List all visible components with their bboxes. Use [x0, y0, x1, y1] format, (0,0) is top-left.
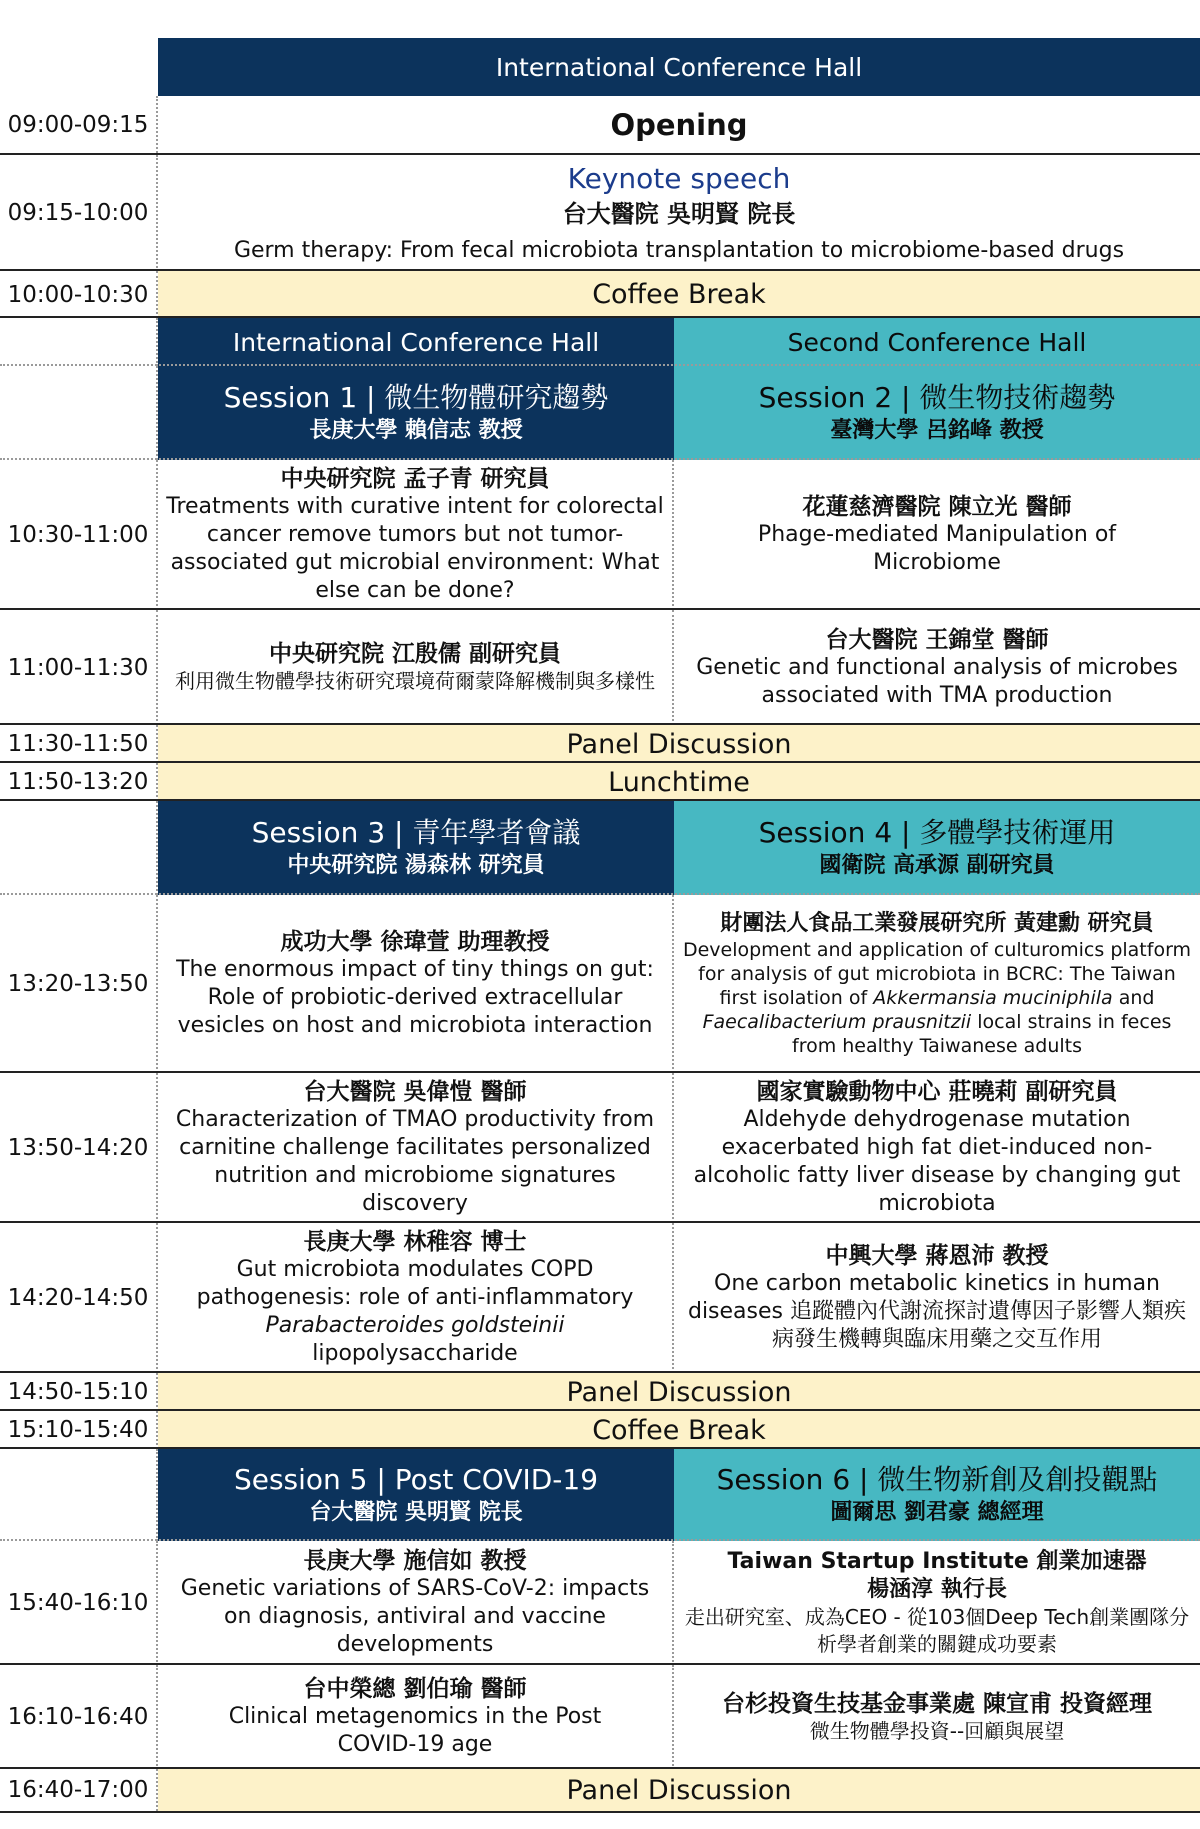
panel-discussion-label: Panel Discussion: [158, 1373, 1200, 1411]
talk-title: Aldehyde dehydrogenase mutation exacerbated high fat diet-induced non-alcoholic fatty liver disease by changing gut microbiota: [693, 1107, 1181, 1216]
keynote-row: [0, 153, 1200, 271]
speaker: 成功大學 徐瑋萱 助理教授: [280, 929, 550, 955]
opening-label: Opening: [610, 107, 748, 142]
talk-row: [0, 1071, 1200, 1223]
keynote-heading: Keynote speech: [567, 162, 791, 195]
talk-title: Genetic variations of SARS-CoV-2: impacts on diagnosis, antiviral and vaccine developments: [180, 1576, 650, 1657]
talk-title: Phage-mediated Manipulation of Microbiome: [757, 522, 1117, 575]
talk-cell-left: [158, 610, 674, 725]
time-label: 13:20-13:50: [0, 895, 158, 1073]
lunch-label: Lunchtime: [158, 763, 1200, 801]
time-label: 14:50-15:10: [0, 1373, 158, 1411]
time-spacer: [0, 366, 158, 460]
coffee-break-row: [0, 1409, 1200, 1449]
talk-cell-right: [674, 460, 1200, 610]
talk-cell-right: [674, 610, 1200, 725]
talk-cell-left: [158, 460, 674, 610]
time-label: 11:30-11:50: [0, 725, 158, 763]
session-header-row: [0, 799, 1200, 895]
talk-cell-left: [158, 1073, 674, 1223]
coffee-break-label: Coffee Break: [158, 1411, 1200, 1449]
talk-title: Gut microbiota modulates COPD pathogenesis: role of anti-inflammatory: [196, 1257, 634, 1310]
time-label: 11:00-11:30: [0, 610, 158, 725]
talk-row: [0, 458, 1200, 610]
hall-header-left: International Conference Hall: [158, 318, 674, 366]
talk-title: Genetic and functional analysis of microbes associated with TMA production: [696, 654, 1178, 708]
talk-title: 利用微生物體學技術研究環境荷爾蒙降解機制與多樣性: [175, 669, 655, 693]
talk-cell-right: [674, 1073, 1200, 1223]
speaker: 中央研究院 孟子青 研究員: [280, 466, 550, 492]
session-chair: 長庚大學 賴信志 教授: [309, 418, 523, 443]
talk-title: Characterization of TMAO productivity from carnitine challenge facilitates personalized nutrition and microbiome signatures discovery: [175, 1107, 655, 1216]
opening-row: [0, 96, 1200, 153]
talk-row: [0, 893, 1200, 1073]
session-4-header: [674, 801, 1200, 895]
session-6-header: [674, 1449, 1200, 1541]
time-label: 16:40-17:00: [0, 1769, 158, 1811]
coffee-break-label: Coffee Break: [158, 271, 1200, 318]
talk-title-italic: Parabacteroides goldsteinii: [265, 1313, 565, 1338]
coffee-break-row: [0, 269, 1200, 318]
session-title: Session 6 | 微生物新創及創投觀點: [716, 1463, 1158, 1496]
speaker: 台大醫院 王錦堂 醫師: [825, 626, 1049, 653]
talk-title: 微生物體學投資--回顧與展望: [809, 1718, 1065, 1743]
session-title: Session 3 | 青年學者會議: [251, 816, 581, 849]
session-title: Session 4 | 多體學技術運用: [758, 816, 1116, 849]
speaker: 台中榮總 劉伯瑜 醫師: [303, 1676, 527, 1702]
talk-row: [0, 1539, 1200, 1665]
talk-title: The enormous impact of tiny things on gut: Role of probiotic-derived extracellular vesicles on host and microbiota interaction: [176, 957, 654, 1038]
talk-row: [0, 1663, 1200, 1769]
talk-cell-left: [158, 895, 674, 1073]
talk-cell-left: [158, 1665, 674, 1769]
panel-discussion-label: Panel Discussion: [158, 725, 1200, 763]
time-label: 10:30-11:00: [0, 460, 158, 610]
session-title: Session 5 | Post COVID-19: [233, 1463, 599, 1496]
speaker: 台杉投資生技基金事業處 陳宣甫 投資經理: [721, 1690, 1152, 1717]
session-chair: 中央研究院 湯森林 研究員: [287, 853, 545, 878]
speaker: 國家實驗動物中心 莊曉莉 副研究員: [756, 1079, 1118, 1105]
talk-cell-right: [674, 895, 1200, 1073]
session-chair: 圖爾思 劉君豪 總經理: [830, 1500, 1044, 1525]
session-1-header: [158, 366, 674, 460]
time-label: 15:40-16:10: [0, 1541, 158, 1665]
talk-title: Clinical metagenomics in the Post COVID-19 age: [228, 1704, 602, 1757]
time-label: 14:20-14:50: [0, 1223, 158, 1373]
talk-row: [0, 608, 1200, 725]
talk-row: [0, 1221, 1200, 1373]
time-label: 10:00-10:30: [0, 271, 158, 318]
session-chair: 國衛院 高承源 副研究員: [819, 853, 1055, 878]
session-title: Session 1 | 微生物體研究趨勢: [223, 381, 609, 414]
time-spacer: [0, 318, 158, 366]
keynote-title: Germ therapy: From fecal microbiota transplantation to microbiome-based drugs: [233, 238, 1125, 263]
session-3-header: [158, 801, 674, 895]
keynote-speaker: 台大醫院 吳明賢 院長: [562, 200, 796, 228]
speaker: Taiwan Startup Institute 創業加速器: [727, 1549, 1147, 1574]
talk-title: 走出研究室、成為CEO - 從103個Deep Tech創業團隊分析學者創業的關鍵成功要素: [684, 1605, 1190, 1656]
speaker: 中央研究院 江殷儒 副研究員: [268, 641, 561, 667]
session-2-header: [674, 366, 1200, 460]
keynote-cell: [158, 155, 1200, 271]
talk-cell-left: [158, 1541, 674, 1665]
time-spacer: [0, 801, 158, 895]
session-chair: 台大醫院 吳明賢 院長: [309, 1500, 523, 1525]
top-hall-header: International Conference Hall: [158, 38, 1200, 96]
talk-cell-right: [674, 1223, 1200, 1373]
time-label: 13:50-14:20: [0, 1073, 158, 1223]
speaker: 台大醫院 吳偉愷 醫師: [303, 1079, 527, 1105]
hall-header-row: [0, 316, 1200, 366]
panel-discussion-row: [0, 723, 1200, 763]
panel-discussion-label: Panel Discussion: [158, 1769, 1200, 1811]
session-title: Session 2 | 微生物技術趨勢: [758, 381, 1116, 414]
session-5-header: [158, 1449, 674, 1541]
session-chair: 臺灣大學 呂銘峰 教授: [830, 418, 1044, 443]
talk-title-end: lipopolysaccharide: [312, 1341, 518, 1366]
speaker: 花蓮慈濟醫院 陳立光 醫師: [802, 494, 1072, 520]
speaker: 財團法人食品工業發展研究所 黃建勳 研究員: [720, 911, 1154, 936]
time-label: 11:50-13:20: [0, 763, 158, 801]
time-label: 09:00-09:15: [0, 96, 158, 153]
panel-discussion-row: [0, 1767, 1200, 1813]
time-label: 09:15-10:00: [0, 155, 158, 271]
top-hall-row: [0, 38, 1200, 96]
hall-header-right: Second Conference Hall: [674, 318, 1200, 366]
talk-cell-left: [158, 1223, 674, 1373]
talk-cell-right: [674, 1665, 1200, 1769]
talk-title: One carbon metabolic kinetics in human diseases 追蹤體內代謝流探討遺傳因子影響人類疾病發生機轉與臨床用藥之交互作用: [687, 1271, 1186, 1352]
panel-discussion-row: [0, 1371, 1200, 1411]
session-header-row: [0, 1447, 1200, 1541]
speaker: 長庚大學 施信如 教授: [303, 1548, 527, 1574]
talk-title: Treatments with curative intent for colorectal cancer remove tumors but not tumor-associated gut microbial environment: What else can be done?: [166, 494, 664, 603]
time-label: 15:10-15:40: [0, 1411, 158, 1449]
speaker-line-2: 楊涵淳 執行長: [867, 1577, 1007, 1602]
lunch-row: [0, 761, 1200, 801]
time-label: 16:10-16:40: [0, 1665, 158, 1769]
time-spacer: [0, 1449, 158, 1541]
talk-cell-right: [674, 1541, 1200, 1665]
talk-title: Development and application of culturomics platform for analysis of gut microbiota in BCRC: The Taiwan first isolation of Akkermansia muciniphila and Faecalibacterium prausnitzii local strains in feces from healthy Taiwanese adults: [682, 939, 1192, 1057]
session-header-row: [0, 364, 1200, 460]
speaker: 中興大學 蔣恩沛 教授: [825, 1243, 1049, 1269]
speaker: 長庚大學 林稚容 博士: [303, 1229, 527, 1255]
